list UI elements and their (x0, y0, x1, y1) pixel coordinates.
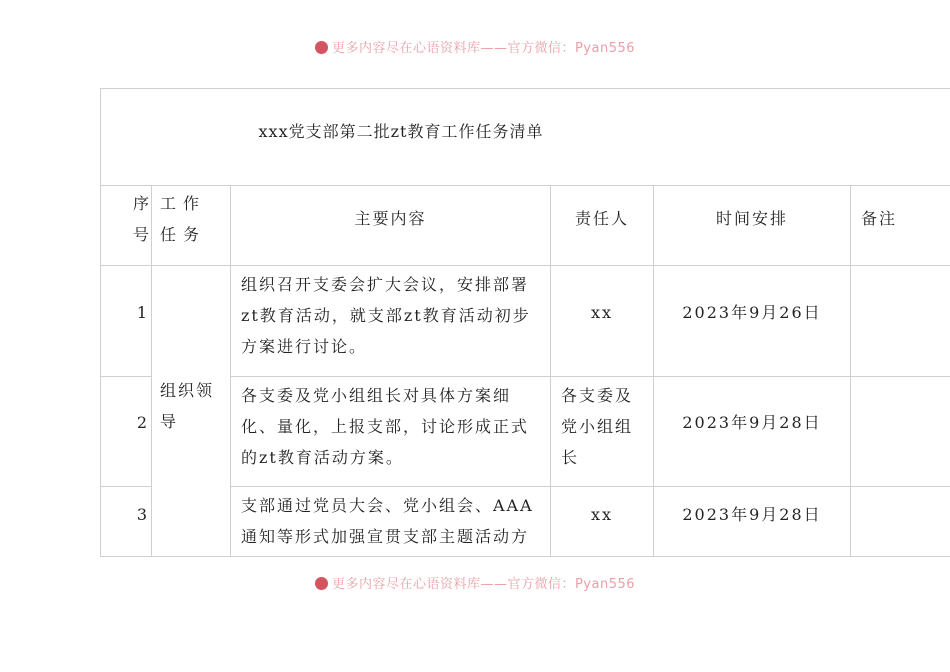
row-schedule: 2023年9月28日 (682, 505, 822, 524)
task-group-label: 组织领导 (160, 381, 215, 431)
row-seq: 1 (136, 303, 149, 322)
row-1-seq (101, 266, 152, 377)
row-1-owner (551, 266, 654, 377)
row-1-content (231, 266, 551, 377)
row-schedule: 2023年9月26日 (682, 303, 822, 322)
watermark-logo-icon (315, 577, 328, 590)
row-content: 支部通过党员大会、党小组会、AAA通知等形式加强宣贯支部主题活动方 (241, 496, 534, 546)
row-3-schedule (654, 487, 851, 557)
row-2-note (851, 377, 950, 487)
header-note-label: 备注 (861, 209, 898, 228)
watermark-text: 更多内容尽在心语资料库——官方微信：Pyan556 (331, 577, 636, 592)
row-1-schedule (654, 266, 851, 377)
table-title-row (101, 89, 950, 186)
row-2-seq (101, 377, 152, 487)
header-content-label: 主要内容 (354, 209, 427, 228)
task-group-cell (152, 266, 231, 557)
header-schedule (654, 186, 851, 266)
row-content: 组织召开支委会扩大会议，安排部署zt教育活动，就支部zt教育活动初步方案进行讨论。 (241, 275, 531, 356)
row-1-note (851, 266, 950, 377)
row-owner: xx (590, 505, 614, 524)
row-schedule: 2023年9月28日 (682, 413, 822, 432)
watermark-top (0, 40, 950, 58)
row-seq: 3 (136, 505, 149, 524)
row-content: 各支委及党小组组长对具体方案细化、量化，上报支部，讨论形成正式的zt教育活动方案。 (241, 386, 530, 467)
row-3-content (231, 487, 551, 557)
row-3-owner (551, 487, 654, 557)
row-3-note (851, 487, 950, 557)
watermark-bottom (0, 576, 950, 594)
row-owner: 各支委及党小组组长 (561, 386, 634, 467)
watermark-logo-icon (315, 41, 328, 54)
row-2-schedule (654, 377, 851, 487)
header-seq (101, 186, 152, 266)
header-content (231, 186, 551, 266)
header-owner-label: 责任人 (574, 209, 629, 228)
header-note (851, 186, 950, 266)
row-owner: xx (590, 303, 614, 322)
row-2-content (231, 377, 551, 487)
header-schedule-label: 时间安排 (715, 209, 788, 228)
header-owner (551, 186, 654, 266)
row-3-seq (101, 487, 152, 557)
header-seq-label: 序号 (132, 194, 151, 244)
header-task-label: 工作任务 (160, 194, 207, 244)
row-seq: 2 (136, 413, 149, 432)
header-task (152, 186, 231, 266)
task-list-table (100, 88, 950, 557)
watermark-text: 更多内容尽在心语资料库——官方微信：Pyan556 (331, 41, 636, 56)
row-2-owner (551, 377, 654, 487)
document-title: xxx党支部第二批zt教育工作任务清单 (258, 122, 544, 141)
